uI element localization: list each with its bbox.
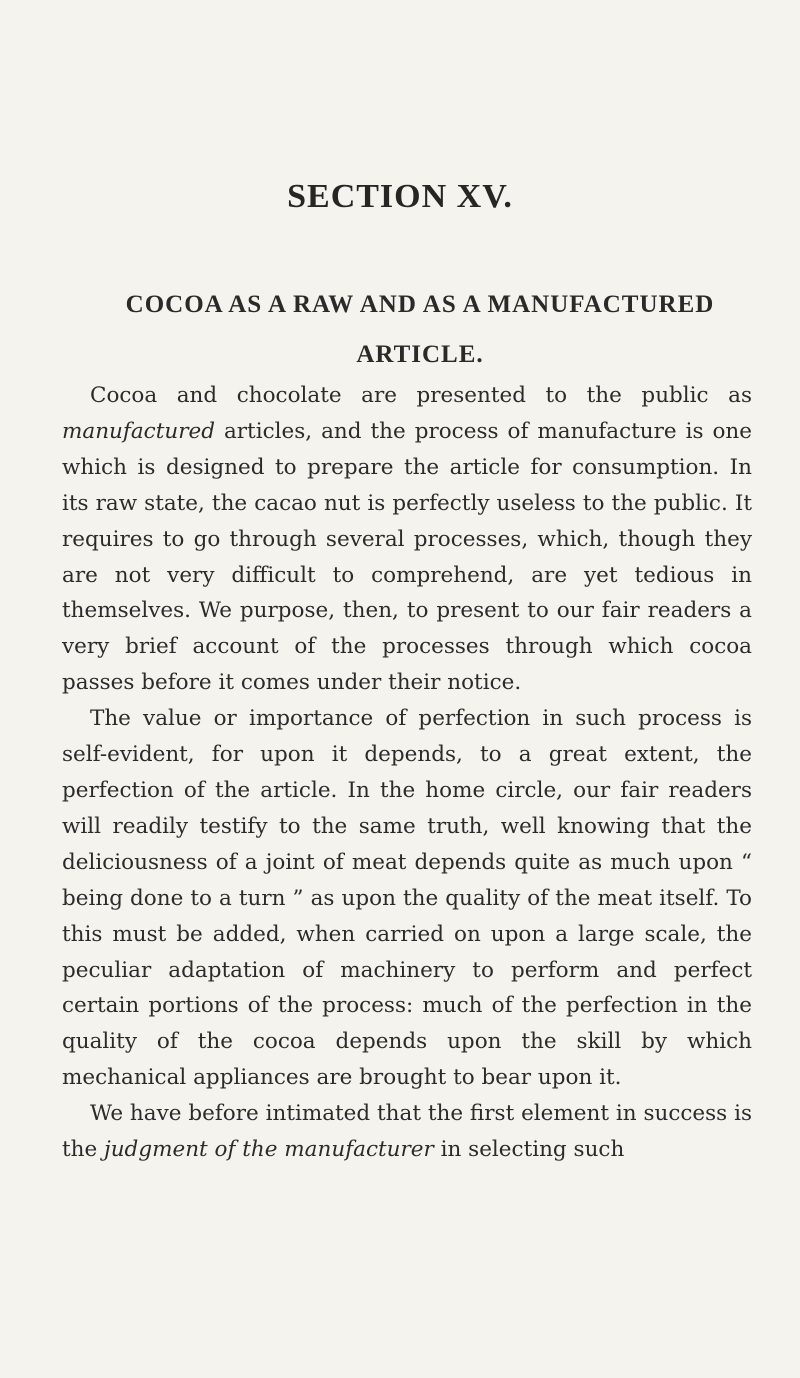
paragraph-1 (62, 378, 752, 701)
paragraph-3-text-b: in selecting such (433, 1137, 625, 1163)
paragraph-3-text-a: We have before intimated that the first element in success is the (62, 1101, 752, 1163)
paragraph-3-italic: judgment of the manufacturer (104, 1137, 434, 1163)
paragraph-1-italic: manufactured (62, 418, 215, 444)
article-title-line-1: COCOA AS A RAW AND AS A MANUFACTURED (125, 291, 715, 318)
paragraph-3 (62, 1096, 752, 1168)
article-title-line-2: ARTICLE. (356, 341, 484, 368)
paragraph-1-text-b: articles, and the process of manufacture is one which is designed to prepare the article for consumption. In its raw state, the cacao nut is perfectly useless to the public. It requires to go through several processes, which, though they are not very difficult to comprehend, are yet tedious in themselves. We purpose, then, to present to our fair readers a very brief account of the processes through which cocoa passes before it comes under their notice. (62, 418, 752, 696)
body-text (62, 378, 752, 1168)
article-title (120, 280, 720, 380)
paragraph-1-text-a: Cocoa and chocolate are presented to the public as (90, 383, 752, 408)
paragraph-2: The value or importance of perfection in such process is self-evident, for upon it depends, to a great extent, the perfection of the article. In the home circle, our fair readers will readily testify to the same truth, well knowing that the deliciousness of a joint of meat depends quite as much upon “ being done to a turn ” as upon the quality of the meat itself. To this must be added, when carried on upon a large scale, the peculiar adaptation of machinery to perform and perfect certain portions of the process: much of the perfection in the quality of the cocoa depends upon the skill by which mechanical appliances are brought to bear upon it. (62, 706, 752, 1091)
section-heading: SECTION XV. (287, 178, 513, 215)
